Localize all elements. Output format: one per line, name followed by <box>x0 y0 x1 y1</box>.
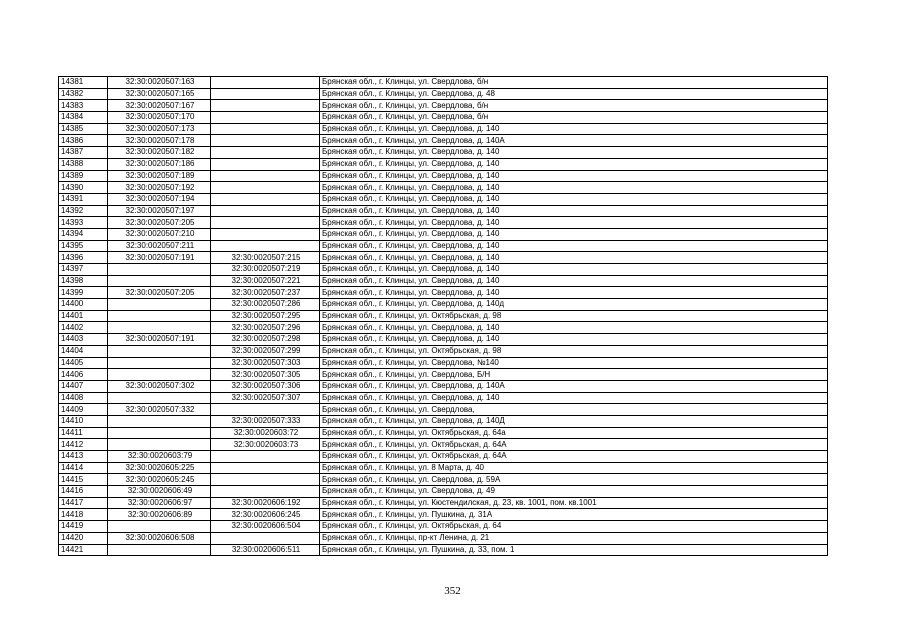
address-cell: Брянская обл., г. Клинцы, ул. Октябрьская, д. 98 <box>320 345 828 357</box>
row-number-cell: 14385 <box>59 123 108 135</box>
cadastral-number-cell: 32:30:0020507:192 <box>108 182 211 194</box>
table-row <box>59 404 828 416</box>
related-cadastral-number-cell: 32:30:0020606:192 <box>211 497 320 509</box>
related-cadastral-number-cell: 32:30:0020606:245 <box>211 509 320 521</box>
related-cadastral-number-cell: 32:30:0020507:219 <box>211 264 320 276</box>
row-number-cell: 14388 <box>59 158 108 170</box>
related-cadastral-number-cell <box>211 404 320 416</box>
row-number-cell: 14394 <box>59 228 108 240</box>
table-row <box>59 322 828 334</box>
address-cell: Брянская обл., г. Клинцы, ул. Свердлова, д. 140 <box>320 322 828 334</box>
table-row <box>59 521 828 533</box>
related-cadastral-number-cell <box>211 170 320 182</box>
row-number-cell: 14404 <box>59 345 108 357</box>
related-cadastral-number-cell: 32:30:0020507:306 <box>211 380 320 392</box>
table-row <box>59 544 828 556</box>
table-row <box>59 100 828 112</box>
cadastral-number-cell: 32:30:0020507:173 <box>108 123 211 135</box>
address-cell: Брянская обл., г. Клинцы, ул. Свердлова, д. 140А <box>320 380 828 392</box>
row-number-cell: 14418 <box>59 509 108 521</box>
address-cell: Брянская обл., г. Клинцы, ул. Свердлова, д. 140 <box>320 170 828 182</box>
row-number-cell: 14402 <box>59 322 108 334</box>
row-number-cell: 14420 <box>59 532 108 544</box>
related-cadastral-number-cell <box>211 123 320 135</box>
cadastral-number-cell <box>108 521 211 533</box>
table-row <box>59 170 828 182</box>
table-row <box>59 252 828 264</box>
row-number-cell: 14381 <box>59 77 108 89</box>
cadastral-number-cell: 32:30:0020507:167 <box>108 100 211 112</box>
row-number-cell: 14399 <box>59 287 108 299</box>
address-cell: Брянская обл., г. Клинцы, ул. Свердлова, б/н <box>320 112 828 124</box>
cadastral-number-cell <box>108 310 211 322</box>
table-row <box>59 275 828 287</box>
cadastral-number-cell <box>108 415 211 427</box>
related-cadastral-number-cell <box>211 205 320 217</box>
address-cell: Брянская обл., г. Клинцы, ул. Пушкина, д. 31А <box>320 509 828 521</box>
cadastral-number-cell: 32:30:0020507:211 <box>108 240 211 252</box>
cadastral-number-cell: 32:30:0020507:302 <box>108 380 211 392</box>
table-row <box>59 357 828 369</box>
related-cadastral-number-cell: 32:30:0020507:333 <box>211 415 320 427</box>
row-number-cell: 14416 <box>59 486 108 498</box>
row-number-cell: 14401 <box>59 310 108 322</box>
address-cell: Брянская обл., г. Клинцы, ул. Свердлова, д. 140 <box>320 334 828 346</box>
address-cell: Брянская обл., г. Клинцы, ул. Свердлова, д. 140 <box>320 182 828 194</box>
related-cadastral-number-cell: 32:30:0020603:73 <box>211 439 320 451</box>
address-cell: Брянская обл., г. Клинцы, ул. Свердлова, д. 140А <box>320 135 828 147</box>
row-number-cell: 14410 <box>59 415 108 427</box>
related-cadastral-number-cell <box>211 228 320 240</box>
row-number-cell: 14382 <box>59 88 108 100</box>
table-row <box>59 474 828 486</box>
row-number-cell: 14398 <box>59 275 108 287</box>
row-number-cell: 14409 <box>59 404 108 416</box>
row-number-cell: 14392 <box>59 205 108 217</box>
related-cadastral-number-cell: 32:30:0020606:504 <box>211 521 320 533</box>
address-cell: Брянская обл., г. Клинцы, ул. Свердлова, д. 140д <box>320 299 828 311</box>
table-row <box>59 182 828 194</box>
related-cadastral-number-cell <box>211 462 320 474</box>
address-cell: Брянская обл., г. Клинцы, ул. Свердлова, д. 140 <box>320 287 828 299</box>
cadastral-number-cell: 32:30:0020507:163 <box>108 77 211 89</box>
related-cadastral-number-cell <box>211 77 320 89</box>
cadastral-number-cell: 32:30:0020605:225 <box>108 462 211 474</box>
cadastral-number-cell: 32:30:0020507:191 <box>108 334 211 346</box>
table-row <box>59 112 828 124</box>
table-row <box>59 193 828 205</box>
row-number-cell: 14391 <box>59 193 108 205</box>
related-cadastral-number-cell: 32:30:0020507:305 <box>211 369 320 381</box>
table-row <box>59 310 828 322</box>
address-cell: Брянская обл., г. Клинцы, ул. Свердлова, д. 140 <box>320 228 828 240</box>
address-cell: Брянская обл., г. Клинцы, ул. Свердлова, д. 59А <box>320 474 828 486</box>
row-number-cell: 14419 <box>59 521 108 533</box>
related-cadastral-number-cell <box>211 100 320 112</box>
row-number-cell: 14411 <box>59 427 108 439</box>
address-cell: Брянская обл., г. Клинцы, ул. Октябрьская, д. 64А <box>320 451 828 463</box>
table-row <box>59 77 828 89</box>
related-cadastral-number-cell <box>211 88 320 100</box>
table-row <box>59 345 828 357</box>
row-number-cell: 14387 <box>59 147 108 159</box>
address-cell: Брянская обл., г. Клинцы, ул. Свердлова, д. 140 <box>320 252 828 264</box>
cadastral-number-cell: 32:30:0020507:191 <box>108 252 211 264</box>
table-row <box>59 264 828 276</box>
row-number-cell: 14393 <box>59 217 108 229</box>
address-cell: Брянская обл., г. Клинцы, ул. Свердлова, д. 140 <box>320 217 828 229</box>
row-number-cell: 14400 <box>59 299 108 311</box>
row-number-cell: 14383 <box>59 100 108 112</box>
row-number-cell: 14390 <box>59 182 108 194</box>
cadastral-number-cell: 32:30:0020507:210 <box>108 228 211 240</box>
table-row <box>59 369 828 381</box>
address-cell: Брянская обл., г. Клинцы, ул. Свердлова, б/н <box>320 77 828 89</box>
table-row <box>59 439 828 451</box>
cadastral-number-cell: 32:30:0020507:194 <box>108 193 211 205</box>
cadastral-number-cell: 32:30:0020507:205 <box>108 217 211 229</box>
row-number-cell: 14384 <box>59 112 108 124</box>
table-row <box>59 380 828 392</box>
table-row <box>59 158 828 170</box>
address-cell: Брянская обл., г. Клинцы, ул. Свердлова, д. 140 <box>320 193 828 205</box>
row-number-cell: 14412 <box>59 439 108 451</box>
cadastral-number-cell <box>108 322 211 334</box>
table-row <box>59 532 828 544</box>
address-cell: Брянская обл., г. Клинцы, ул. Свердлова, д. 140Д <box>320 415 828 427</box>
related-cadastral-number-cell <box>211 451 320 463</box>
related-cadastral-number-cell: 32:30:0020507:237 <box>211 287 320 299</box>
address-cell: Брянская обл., г. Клинцы, ул. Свердлова, №140 <box>320 357 828 369</box>
cadastral-number-cell <box>108 345 211 357</box>
cadastral-number-cell: 32:30:0020606:89 <box>108 509 211 521</box>
row-number-cell: 14403 <box>59 334 108 346</box>
cadastral-number-cell <box>108 544 211 556</box>
table-row <box>59 228 828 240</box>
table-row <box>59 135 828 147</box>
cadastral-number-cell <box>108 264 211 276</box>
row-number-cell: 14413 <box>59 451 108 463</box>
related-cadastral-number-cell <box>211 532 320 544</box>
address-cell: Брянская обл., г. Клинцы, ул. Свердлова, д. 140 <box>320 123 828 135</box>
address-cell: Брянская обл., г. Клинцы, ул. Свердлова, д. 140 <box>320 264 828 276</box>
table-row <box>59 462 828 474</box>
related-cadastral-number-cell <box>211 193 320 205</box>
related-cadastral-number-cell <box>211 474 320 486</box>
row-number-cell: 14417 <box>59 497 108 509</box>
cadastral-number-cell <box>108 299 211 311</box>
row-number-cell: 14406 <box>59 369 108 381</box>
cadastral-number-cell: 32:30:0020507:170 <box>108 112 211 124</box>
address-cell: Брянская обл., г. Клинцы, ул. Свердлова, д. 140 <box>320 147 828 159</box>
row-number-cell: 14396 <box>59 252 108 264</box>
address-cell: Брянская обл., г. Клинцы, ул. Свердлова, д. 140 <box>320 205 828 217</box>
row-number-cell: 14408 <box>59 392 108 404</box>
row-number-cell: 14415 <box>59 474 108 486</box>
table-row <box>59 88 828 100</box>
related-cadastral-number-cell: 32:30:0020507:296 <box>211 322 320 334</box>
cadastral-number-cell: 32:30:0020603:79 <box>108 451 211 463</box>
related-cadastral-number-cell: 32:30:0020507:286 <box>211 299 320 311</box>
cadastral-number-cell: 32:30:0020606:508 <box>108 532 211 544</box>
address-cell: Брянская обл., г. Клинцы, ул. Пушкина, д. 33, пом. 1 <box>320 544 828 556</box>
cadastral-number-cell: 32:30:0020507:182 <box>108 147 211 159</box>
table-row <box>59 205 828 217</box>
address-cell: Брянская обл., г. Клинцы, ул. Свердлова, д. 140 <box>320 392 828 404</box>
cadastral-number-cell: 32:30:0020507:205 <box>108 287 211 299</box>
cadastral-number-cell: 32:30:0020507:189 <box>108 170 211 182</box>
table-row <box>59 486 828 498</box>
related-cadastral-number-cell <box>211 147 320 159</box>
related-cadastral-number-cell: 32:30:0020507:299 <box>211 345 320 357</box>
related-cadastral-number-cell <box>211 240 320 252</box>
related-cadastral-number-cell <box>211 182 320 194</box>
registry-table-body <box>59 77 828 556</box>
table-row <box>59 509 828 521</box>
cadastral-number-cell <box>108 275 211 287</box>
related-cadastral-number-cell: 32:30:0020507:307 <box>211 392 320 404</box>
table-row <box>59 287 828 299</box>
table-row <box>59 147 828 159</box>
address-cell: Брянская обл., г. Клинцы, пр-кт Ленина, д. 21 <box>320 532 828 544</box>
row-number-cell: 14421 <box>59 544 108 556</box>
address-cell: Брянская обл., г. Клинцы, ул. Октябрьская, д. 64а <box>320 427 828 439</box>
cadastral-number-cell: 32:30:0020507:165 <box>108 88 211 100</box>
registry-table <box>58 76 828 556</box>
address-cell: Брянская обл., г. Клинцы, ул. Свердлова, <box>320 404 828 416</box>
related-cadastral-number-cell <box>211 135 320 147</box>
cadastral-number-cell: 32:30:0020507:332 <box>108 404 211 416</box>
address-cell: Брянская обл., г. Клинцы, ул. Свердлова, д. 140 <box>320 240 828 252</box>
cadastral-number-cell: 32:30:0020605:245 <box>108 474 211 486</box>
related-cadastral-number-cell: 32:30:0020507:295 <box>211 310 320 322</box>
address-cell: Брянская обл., г. Клинцы, ул. Свердлова, д. 48 <box>320 88 828 100</box>
address-cell: Брянская обл., г. Клинцы, ул. 8 Марта, д. 40 <box>320 462 828 474</box>
address-cell: Брянская обл., г. Клинцы, ул. Октябрьская, д. 98 <box>320 310 828 322</box>
row-number-cell: 14405 <box>59 357 108 369</box>
row-number-cell: 14397 <box>59 264 108 276</box>
related-cadastral-number-cell <box>211 112 320 124</box>
table-row <box>59 451 828 463</box>
related-cadastral-number-cell <box>211 217 320 229</box>
row-number-cell: 14407 <box>59 380 108 392</box>
related-cadastral-number-cell: 32:30:0020507:221 <box>211 275 320 287</box>
address-cell: Брянская обл., г. Клинцы, ул. Свердлова, Б/Н <box>320 369 828 381</box>
address-cell: Брянская обл., г. Клинцы, ул. Кюстендилская, д. 23, кв. 1001, пом. кв.1001 <box>320 497 828 509</box>
cadastral-number-cell: 32:30:0020507:197 <box>108 205 211 217</box>
cadastral-number-cell <box>108 392 211 404</box>
cadastral-number-cell <box>108 369 211 381</box>
cadastral-number-cell <box>108 439 211 451</box>
address-cell: Брянская обл., г. Клинцы, ул. Свердлова, д. 140 <box>320 275 828 287</box>
row-number-cell: 14389 <box>59 170 108 182</box>
table-row <box>59 392 828 404</box>
row-number-cell: 14395 <box>59 240 108 252</box>
table-row <box>59 123 828 135</box>
related-cadastral-number-cell: 32:30:0020606:511 <box>211 544 320 556</box>
row-number-cell: 14414 <box>59 462 108 474</box>
page-number: 352 <box>444 585 461 597</box>
address-cell: Брянская обл., г. Клинцы, ул. Свердлова, б/н <box>320 100 828 112</box>
cadastral-number-cell: 32:30:0020507:178 <box>108 135 211 147</box>
address-cell: Брянская обл., г. Клинцы, ул. Октябрьская, д. 64 <box>320 521 828 533</box>
table-row <box>59 334 828 346</box>
table-row <box>59 299 828 311</box>
table-row <box>59 240 828 252</box>
related-cadastral-number-cell: 32:30:0020507:215 <box>211 252 320 264</box>
address-cell: Брянская обл., г. Клинцы, ул. Свердлова, д. 140 <box>320 158 828 170</box>
cadastral-number-cell <box>108 427 211 439</box>
table-row <box>59 415 828 427</box>
cadastral-number-cell <box>108 357 211 369</box>
cadastral-number-cell: 32:30:0020507:186 <box>108 158 211 170</box>
row-number-cell: 14386 <box>59 135 108 147</box>
table-row <box>59 217 828 229</box>
cadastral-number-cell: 32:30:0020606:49 <box>108 486 211 498</box>
table-row <box>59 497 828 509</box>
cadastral-number-cell: 32:30:0020606:97 <box>108 497 211 509</box>
table-row <box>59 427 828 439</box>
related-cadastral-number-cell: 32:30:0020507:298 <box>211 334 320 346</box>
address-cell: Брянская обл., г. Клинцы, ул. Свердлова, д. 49 <box>320 486 828 498</box>
related-cadastral-number-cell <box>211 486 320 498</box>
related-cadastral-number-cell: 32:30:0020603:72 <box>211 427 320 439</box>
related-cadastral-number-cell <box>211 158 320 170</box>
related-cadastral-number-cell: 32:30:0020507:303 <box>211 357 320 369</box>
address-cell: Брянская обл., г. Клинцы, ул. Октябрьская, д. 64А <box>320 439 828 451</box>
